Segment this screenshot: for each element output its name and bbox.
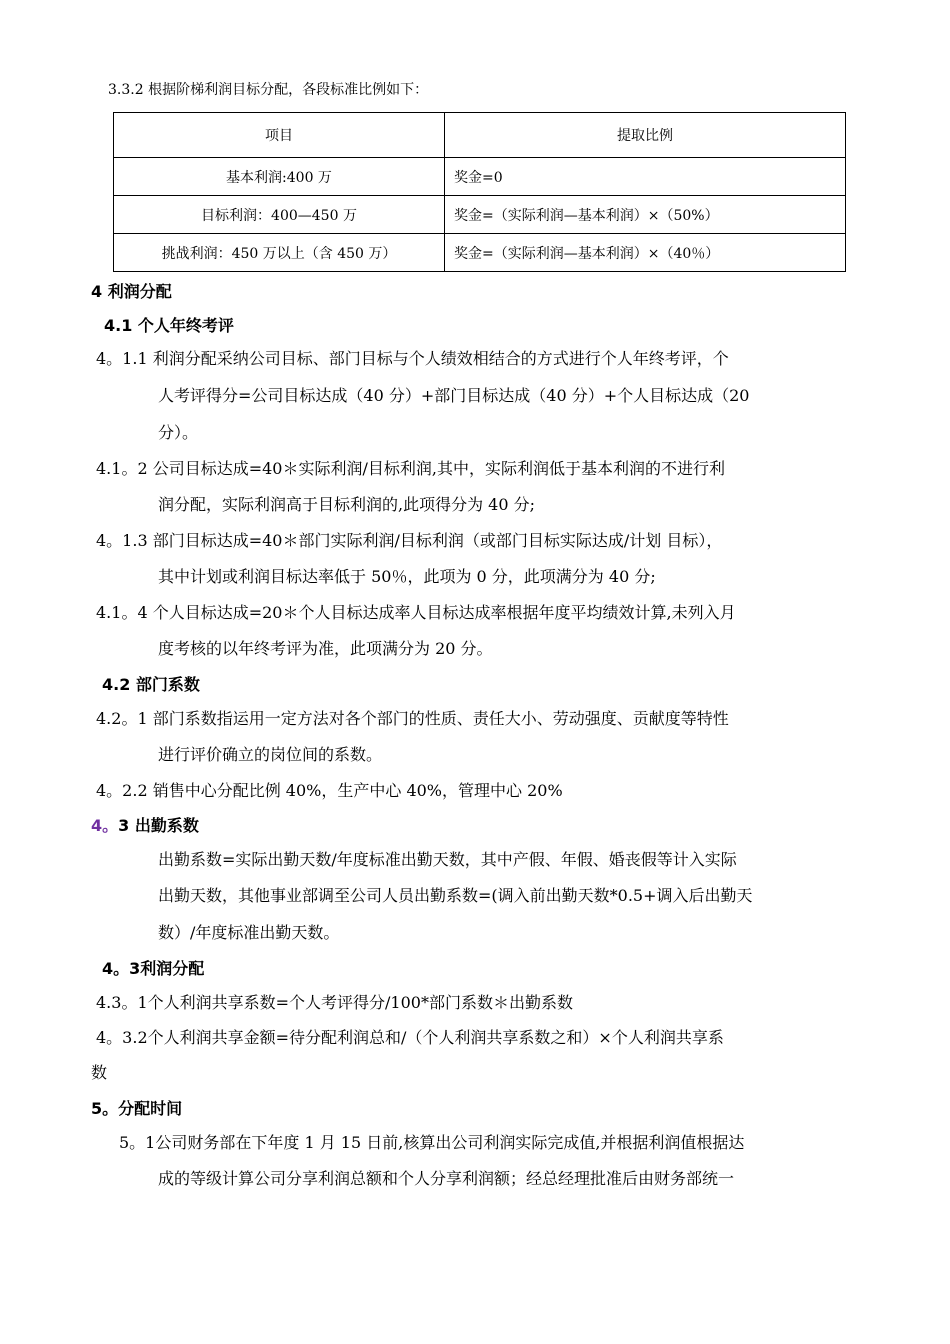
paragraph-line: 4。3.2个人利润共享金额=待分配利润总和/（个人利润共享系数之和）×个人利润共享系 bbox=[96, 1028, 724, 1047]
paragraph-line: 数）/年度标准出勤天数。 bbox=[158, 923, 340, 942]
paragraph-line: 4.3。1个人利润共享系数=个人考评得分/100*部门系数＊出勤系数 bbox=[96, 993, 573, 1012]
table-cell: 奖金=（实际利润—基本利润）×（40％） bbox=[445, 234, 846, 272]
table-header-row bbox=[114, 113, 846, 158]
paragraph-line: 出勤天数，其他事业部调至公司人员出勤系数=(调入前出勤天数*0.5+调入后出勤天 bbox=[158, 886, 753, 905]
table-cell: 奖金=0 bbox=[445, 158, 846, 196]
table-cell: 挑战利润：450 万以上（含 450 万） bbox=[114, 234, 445, 272]
paragraph-line: 4。2.2 销售中心分配比例 40%，生产中心 40%，管理中心 20% bbox=[96, 781, 563, 800]
section-number: 4。 bbox=[91, 816, 119, 835]
paragraph-line: 其中计划或利润目标达率低于 50％，此项为 0 分，此项满分为 40 分; bbox=[158, 567, 656, 586]
table-row bbox=[114, 234, 846, 272]
paragraph-line: 进行评价确立的岗位间的系数。 bbox=[158, 745, 383, 764]
paragraph-line: 分）。 bbox=[158, 423, 199, 442]
paragraph-line: 成的等级计算公司分享利润总额和个人分享利润额；经总经理批准后由财务部统一 bbox=[158, 1169, 735, 1188]
paragraph-line: 4。1.1 利润分配采纳公司目标、部门目标与个人绩效相结合的方式进行个人年终考评，个 bbox=[96, 349, 729, 368]
paragraph-line: 度考核的以年终考评为准，此项满分为 20 分。 bbox=[158, 639, 493, 658]
paragraph-line: 数 bbox=[91, 1063, 108, 1082]
section-4-1-heading: 4.1 个人年终考评 bbox=[104, 316, 234, 335]
paragraph-line: 4.2。1 部门系数指运用一定方法对各个部门的性质、责任大小、劳动强度、贡献度等特性 bbox=[96, 709, 729, 728]
bonus-ratio-table bbox=[113, 112, 846, 272]
section-title: 3 出勤系数 bbox=[118, 816, 199, 835]
table-row bbox=[114, 158, 846, 196]
section-4-2-heading: 4.2 部门系数 bbox=[102, 675, 200, 694]
paragraph-line: 4。1.3 部门目标达成=40＊部门实际利润/目标利润（或部门目标实际达成/计划 目标）， bbox=[96, 531, 723, 550]
section-4-3-profit-heading: 4。3利润分配 bbox=[102, 959, 205, 978]
paragraph-line: 4.1。2 公司目标达成=40＊实际利润/目标利润,其中，实际利润低于基本利润的不进行利 bbox=[96, 459, 725, 478]
table-cell: 目标利润：400—450 万 bbox=[114, 196, 445, 234]
paragraph-line: 润分配，实际利润高于目标利润的,此项得分为 40 分; bbox=[158, 495, 536, 514]
paragraph-line: 人考评得分=公司目标达成（40 分）+部门目标达成（40 分）+个人目标达成（20 bbox=[158, 386, 750, 405]
table-header-cell: 项目 bbox=[114, 113, 445, 158]
paragraph-line: 5。1公司财务部在下年度 1 月 15 日前,核算出公司利润实际完成值,并根据利润值根据达 bbox=[119, 1133, 745, 1152]
intro-text: 3.3.2 根据阶梯利润目标分配，各段标准比例如下： bbox=[108, 82, 429, 98]
section-4-3-heading bbox=[91, 816, 199, 836]
section-4-heading: 4 利润分配 bbox=[91, 282, 172, 301]
table-cell: 奖金=（实际利润—基本利润）×（50%） bbox=[445, 196, 846, 234]
table-cell: 基本利润:400 万 bbox=[114, 158, 445, 196]
table-header-cell: 提取比例 bbox=[445, 113, 846, 158]
section-5-heading: 5。分配时间 bbox=[91, 1099, 183, 1118]
table-row bbox=[114, 196, 846, 234]
paragraph-line: 4.1。4 个人目标达成=20＊个人目标达成率人目标达成率根据年度平均绩效计算,未列入月 bbox=[96, 603, 736, 622]
paragraph-line: 出勤系数=实际出勤天数/年度标准出勤天数，其中产假、年假、婚丧假等计入实际 bbox=[158, 850, 737, 869]
